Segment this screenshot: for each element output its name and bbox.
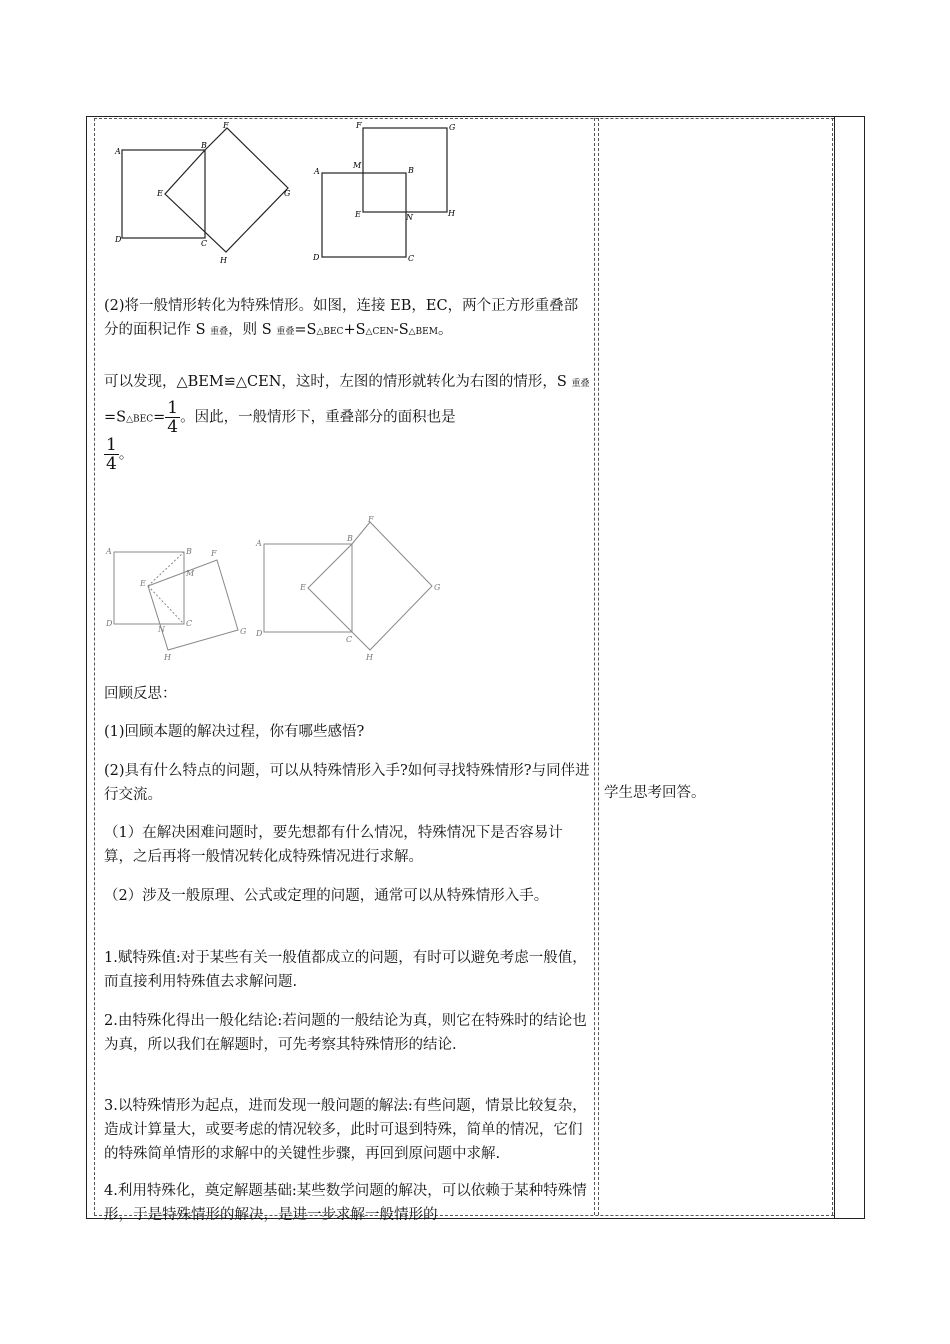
dashed-left-main [94, 118, 95, 1215]
fraction-denominator: 4 [167, 417, 179, 437]
label-H: H [220, 256, 227, 265]
method-1: 1.赋特殊值:对于某些有关一般值都成立的问题，有时可以避免考虑一般值，而直接利用特殊值去求解问题. [104, 950, 587, 990]
table-border-left [86, 116, 87, 1219]
table-border-right [864, 116, 865, 1219]
figure-squares-rotated [110, 120, 291, 265]
figure-special-case [252, 514, 452, 664]
paragraph-congruent-triangles [104, 367, 590, 473]
label-A: A [106, 547, 112, 556]
dashed-right-col2 [832, 118, 833, 1215]
fraction-numerator: 1 [106, 435, 117, 455]
label-H: H [448, 209, 455, 218]
text-p2b: =S [104, 409, 127, 426]
text-p1c: =S [294, 322, 317, 338]
label-D: D [106, 619, 113, 628]
text-p1e: -S [393, 322, 409, 338]
label-G: G [449, 123, 456, 132]
label-H: H [164, 653, 171, 662]
label-B: B [201, 141, 207, 150]
label-B: B [347, 534, 353, 543]
label-F: F [356, 121, 362, 130]
label-F: F [223, 121, 229, 130]
label-C: C [408, 254, 415, 263]
label-N: N [158, 625, 165, 634]
label-M: M [353, 161, 362, 170]
table-divider-col3 [834, 116, 835, 1219]
paragraph-general-to-special [104, 294, 590, 344]
label-D: D [115, 235, 122, 244]
sub-cen: △CEN [365, 327, 394, 337]
text-p2e: 。 [118, 446, 134, 463]
fraction-quarter [165, 399, 180, 436]
label-E: E [157, 189, 163, 198]
sub-overlap: 重叠 [210, 327, 229, 337]
label-B: B [408, 166, 414, 175]
fraction-quarter [104, 436, 119, 473]
text-p1d: +S [343, 322, 366, 338]
label-E: E [355, 210, 361, 219]
table-border-top [86, 116, 865, 117]
label-A: A [314, 167, 320, 176]
answer-2: （2）涉及一般原理、公式或定理的问题，通常可以从特殊情形入手。 [104, 888, 549, 904]
lesson-table [86, 116, 865, 1223]
label-E: E [300, 583, 306, 592]
label-C: C [201, 239, 208, 248]
label-A: A [115, 147, 121, 156]
text-p1a: (2)将一般情形转化为特殊情形。如图，连接 EB，EC，两个正方形重叠部分的面积记作 S [104, 298, 579, 338]
method-3: 3.以特殊情形为起点，进而发现一般问题的解法:有些问题，情景比较复杂，造成计算量大，或要考虑的情况较多，此时可退到特殊，简单的情况，它们的特殊简单情形的求解中的关键性步骤，再回到原问题中求解. [104, 1098, 587, 1162]
label-M: M [186, 569, 195, 578]
label-D: D [256, 629, 263, 638]
answer-1: （1）在解决困难问题时，要先想都有什么情况，特殊情况下是否容易计算，之后再将一般情况转化成特殊情况进行求解。 [104, 825, 563, 865]
figure-squares-aligned [308, 118, 468, 263]
question-2: (2)具有什么特点的问题，可以从特殊情形入手?如何寻找特殊情形?与同伴进行交流。 [104, 763, 590, 803]
text-p1f: 。 [437, 322, 453, 338]
question-1: (1)回顾本题的解决过程，你有哪些感悟? [104, 724, 365, 740]
label-D: D [313, 253, 320, 262]
label-E: E [140, 579, 146, 588]
label-F: F [211, 549, 217, 558]
label-H: H [366, 653, 373, 662]
fraction-denominator: 4 [106, 454, 117, 474]
fraction-numerator: 1 [167, 398, 179, 418]
sub-bec: △BEC [126, 414, 154, 425]
label-G: G [284, 189, 291, 198]
label-A: A [256, 539, 262, 548]
sub-bec: △BEC [316, 327, 344, 337]
label-G: G [434, 583, 441, 592]
review-title: 回顾反思： [104, 686, 177, 702]
dashed-col-divider-b [598, 118, 599, 1215]
label-G: G [240, 627, 247, 636]
text-p2d: 。因此，一般情形下，重叠部分的面积也是 [180, 409, 456, 426]
text-p2c: = [153, 409, 166, 426]
sub-overlap: 重叠 [571, 379, 590, 389]
sub-overlap: 重叠 [276, 327, 295, 337]
label-N: N [406, 213, 413, 222]
text-p1b: ，则 S [228, 322, 277, 338]
text-p2a: 可以发现，△BEM≌△CEN，这时，左图的情形就转化为右图的情形，S [104, 374, 572, 390]
label-C: C [346, 635, 353, 644]
figure-general-case [102, 546, 252, 666]
student-activity: 学生思考回答。 [604, 785, 706, 801]
dashed-col-divider-a [594, 118, 595, 1215]
label-C: C [186, 619, 193, 628]
label-B: B [186, 547, 192, 556]
label-F: F [368, 515, 374, 524]
method-4: 4.利用特殊化，奠定解题基础:某些数学问题的解决，可以依赖于某种特殊情形，于是特殊情形的解决，是进一步求解一般情形的 [104, 1183, 587, 1223]
sub-bem: △BEM [408, 327, 438, 337]
method-2: 2.由特殊化得出一般化结论:若问题的一般结论为真，则它在特殊时的结论也为真，所以我们在解题时，可先考察其特殊情形的结论. [104, 1013, 587, 1053]
